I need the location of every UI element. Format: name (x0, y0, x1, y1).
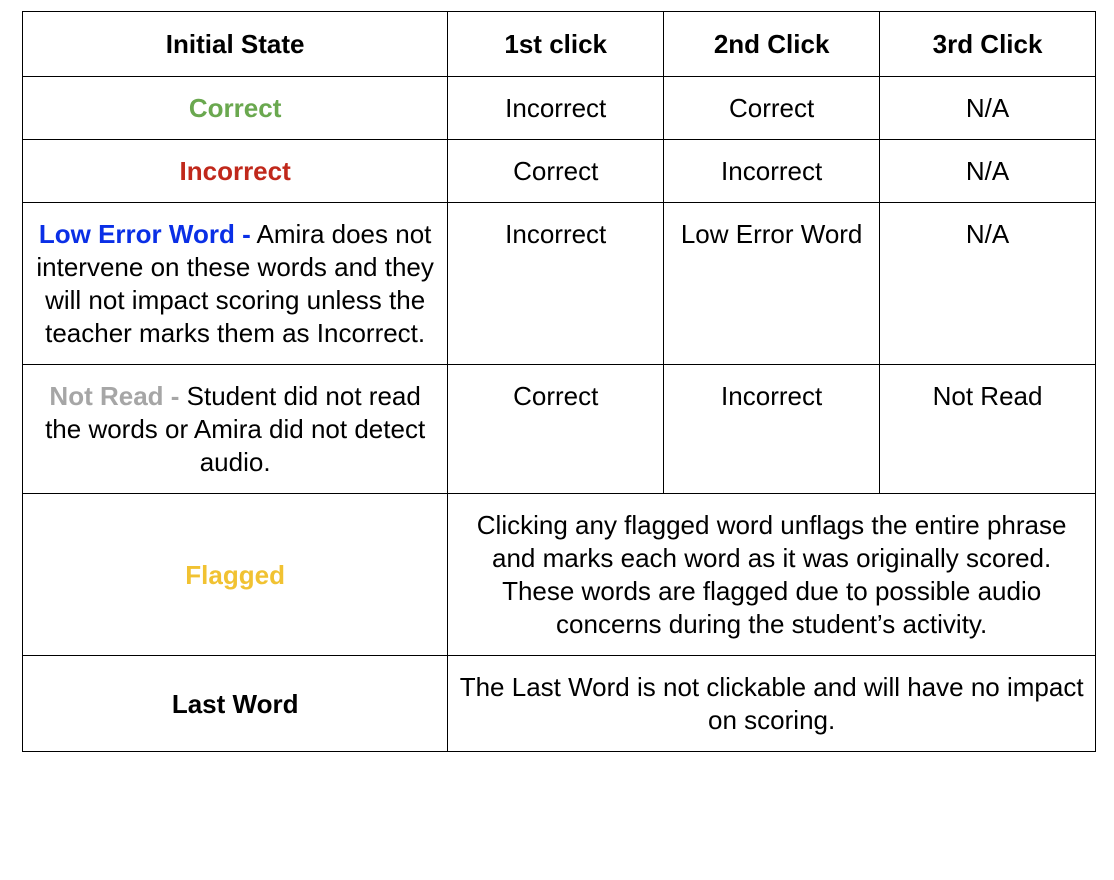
state-label-incorrect: Incorrect (179, 156, 291, 186)
row-low-error-word (23, 203, 1096, 365)
click3-cell: Not Read (880, 365, 1096, 494)
click2-cell: Low Error Word (664, 203, 880, 365)
header-initial-state: Initial State (23, 12, 448, 77)
header-row (23, 12, 1096, 77)
state-cell-incorrect (23, 140, 448, 203)
click1-cell: Incorrect (448, 77, 664, 140)
state-label-last-word: Last Word (171, 688, 299, 719)
header-first-click: 1st click (448, 12, 664, 77)
state-label-low-error-word: Low Error Word - (38, 219, 251, 249)
row-flagged (23, 494, 1096, 656)
click2-cell: Incorrect (664, 140, 880, 203)
click1-cell: Correct (448, 140, 664, 203)
click3-cell: N/A (880, 77, 1096, 140)
row-last-word (23, 656, 1096, 752)
state-label-not-read: Not Read - (49, 381, 180, 411)
click2-cell: Incorrect (664, 365, 880, 494)
row-incorrect (23, 140, 1096, 203)
click1-cell: Correct (448, 365, 664, 494)
last-word-description-cell: The Last Word is not clickable and will have no impact on scoring. (448, 656, 1096, 752)
flagged-description-cell: Clicking any flagged word unflags the entire phrase and marks each word as it was originally scored. These words are flagged due to possible audio concerns during the student’s activity. (448, 494, 1096, 656)
header-third-click: 3rd Click (880, 12, 1096, 77)
click1-cell: Incorrect (448, 203, 664, 365)
state-description-not-read: Student did not read the words or Amira did not detect audio. (45, 381, 426, 477)
state-cell-low-error-word (23, 203, 448, 365)
click-states-table (22, 11, 1096, 752)
state-cell-not-read (23, 365, 448, 494)
state-cell-flagged (23, 494, 448, 656)
row-correct (23, 77, 1096, 140)
state-label-correct: Correct (188, 93, 282, 123)
state-cell-correct (23, 77, 448, 140)
state-cell-last-word (23, 656, 448, 752)
click2-cell: Correct (664, 77, 880, 140)
click3-cell: N/A (880, 140, 1096, 203)
header-second-click: 2nd Click (664, 12, 880, 77)
click3-cell: N/A (880, 203, 1096, 365)
row-not-read (23, 365, 1096, 494)
state-description-low-error-word: Amira does not intervene on these words and they will not impact scoring unless the teacher marks them as Incorrect. (36, 219, 434, 348)
state-label-flagged: Flagged (185, 559, 285, 590)
